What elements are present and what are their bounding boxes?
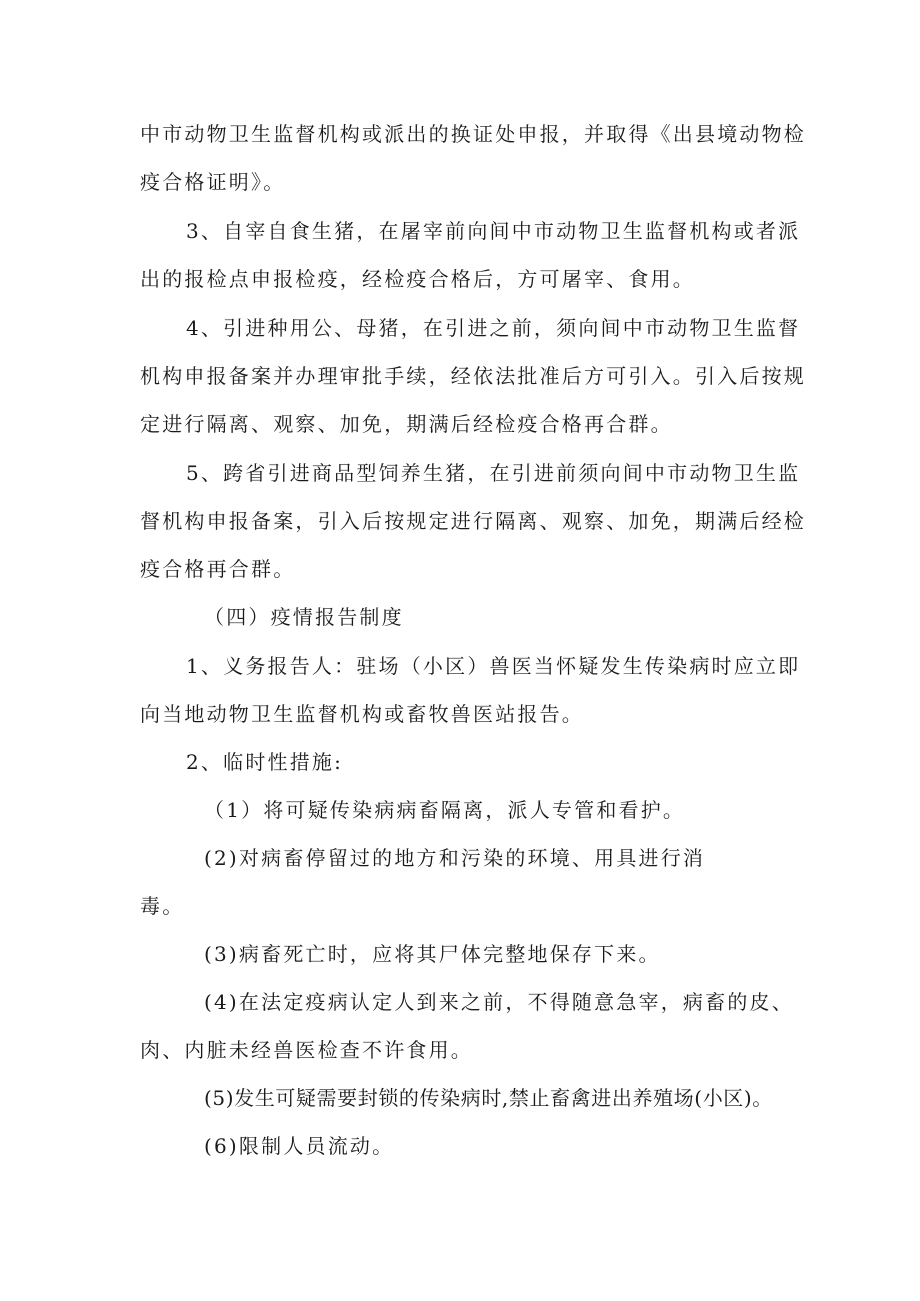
para-line-3: 3、自宰自食生猪，在屠宰前向间中市动物卫生监督机构或者派 (186, 219, 801, 243)
para-line-7: 定进行隔离、观察、加免，期满后经检疫合格再合群。 (140, 412, 673, 436)
para-line-6: 机构申报备案并办理审批手续，经依法批准后方可引入。引入后按规 (140, 364, 806, 388)
para-line-18: (3)病畜死亡时，应将其尸体完整地保存下来。 (204, 942, 661, 966)
para-line-22: (6)限制人员流动。 (204, 1134, 395, 1158)
para-line-10: 疫合格再合群。 (140, 557, 296, 581)
para-line-20: 肉、内脏未经兽医检查不许食用。 (140, 1038, 473, 1062)
para-line-2: 疫合格证明》。 (140, 170, 286, 194)
para-line-4: 出的报检点申报检疫，经检疫合格后，方可屠宰、食用。 (140, 267, 695, 291)
para-line-12: 1、义务报告人：驻场（小区）兽医当怀疑发生传染病时应立即 (186, 654, 801, 678)
para-line-5: 4、引进种用公、母猪，在引进之前，须向间中市动物卫生监督 (186, 316, 801, 340)
para-line-1: 中市动物卫生监督机构或派出的换证处申报，并取得《出县境动物检 (140, 122, 806, 146)
para-line-14: 2、临时性措施: (186, 750, 344, 774)
para-line-19: (4)在法定疫病认定人到来之前，不得随意急宰，病畜的皮、 (204, 990, 794, 1014)
para-line-9: 督机构申报备案，引入后按规定进行隔离、观察、加免，期满后经检 (140, 509, 806, 533)
para-line-16: (2)对病畜停留过的地方和污染的环境、用具进行消 (204, 846, 706, 870)
para-line-8: 5、跨省引进商品型饲养生猪，在引进前须向间中市动物卫生监 (186, 461, 801, 485)
para-line-13: 向当地动物卫生监督机构或畜牧兽医站报告。 (140, 702, 584, 726)
para-line-15: （1）将可疑传染病病畜隔离，派人专管和看护。 (204, 798, 686, 822)
section-heading: （四）疫情报告制度 (204, 605, 404, 629)
para-line-17: 毒。 (140, 894, 185, 918)
para-line-21: (5)发生可疑需要封锁的传染病时,禁止畜禽进出养殖场(小区)。 (204, 1086, 773, 1110)
